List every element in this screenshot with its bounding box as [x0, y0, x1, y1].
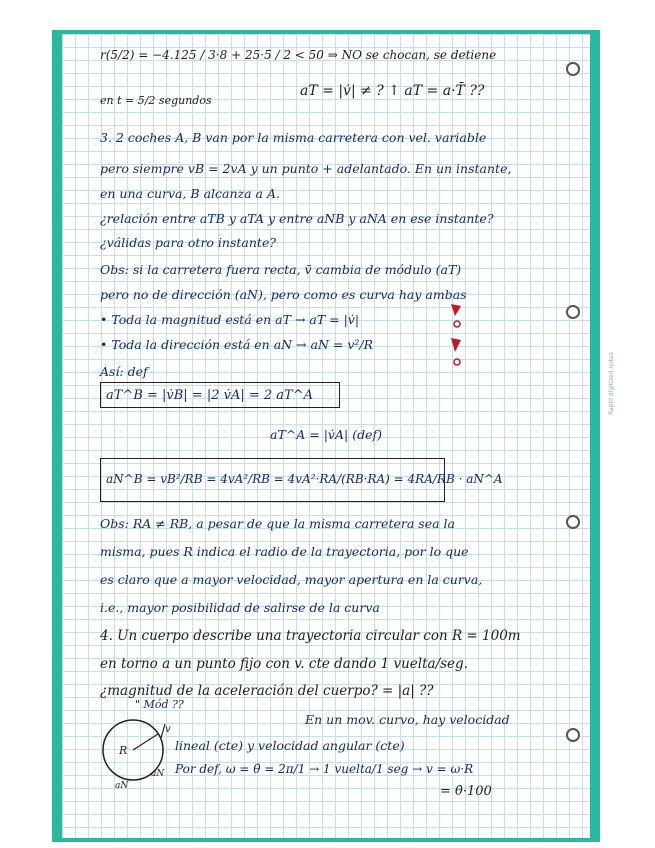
line-21: en torno a un punto fijo con v. cte dando 1 vuelta/seg.	[100, 656, 468, 672]
line-2a: en t = 5/2 segundos	[100, 94, 212, 107]
circle-diagram	[95, 712, 175, 792]
line-8: Obs: si la carretera fuera recta, v̄ cambia de módulo (aT)	[100, 262, 462, 277]
line-24: En un mov. curvo, hay velocidad	[305, 712, 510, 727]
line-12: Así: def	[100, 364, 148, 379]
velocity-label: v	[165, 724, 171, 735]
binder-hole	[566, 728, 580, 742]
line-4: pero siempre vB = 2vA y un punto + adelantado. En un instante,	[100, 161, 512, 176]
line-9: pero no de dirección (aN), pero como es curva hay ambas	[100, 287, 467, 302]
line-22: ¿magnitud de la aceleración del cuerpo? = |a| ??	[100, 683, 434, 699]
binder-hole	[566, 305, 580, 319]
line-11: • Toda la dirección está en aN → aN = v²/R	[100, 337, 374, 352]
line-10: • Toda la magnitud está en aT → aT = |v̇|	[100, 312, 360, 327]
line-20: 4. Un cuerpo describe una trayectoria circular con R = 100m	[100, 628, 521, 644]
radius-label: R	[119, 744, 128, 757]
line-19: i.e., mayor posibilidad de salirse de la curva	[100, 600, 380, 615]
line-16: Obs: RA ≠ RB, a pesar de que la misma carretera sea la	[100, 516, 455, 531]
line-23: " Mód ??	[135, 698, 184, 711]
line-1: r(5/2) = −4.125 / 3·8 + 25·5 / 2 < 50 ⇒ NO se chocan, se detiene	[100, 48, 497, 62]
binder-hole	[566, 62, 580, 76]
red-annotations	[447, 300, 467, 370]
line-3: 3. 2 coches A, B van por la misma carretera con vel. variable	[100, 130, 487, 145]
binder-hole	[566, 515, 580, 529]
line-25: lineal (cte) y velocidad angular (cte)	[175, 738, 405, 753]
acc-label: aN	[151, 769, 165, 779]
line-27: = θ̇·100	[440, 784, 492, 799]
acc-label-2: aN	[115, 781, 129, 791]
line-5: en una curva, B alcanza a A.	[100, 186, 280, 201]
line-7: ¿válidas para otro instante?	[100, 235, 277, 250]
line-26: Por def, ω = θ̇ = 2π/1 → 1 vuelta/1 seg → v = ω·R	[175, 762, 474, 776]
line-14: aT^A = |v̇A| (def)	[270, 427, 382, 442]
scanner-watermark: Rapid digitized notes	[608, 351, 616, 416]
line-6: ¿relación entre aTB y aTA y entre aNB y aNA en ese instante?	[100, 211, 494, 226]
line-17: misma, pues R indica el radio de la trayectoria, por lo que	[100, 544, 469, 559]
line-18: es claro que a mayor velocidad, mayor apertura en la curva,	[100, 572, 483, 587]
line-15: aN^B = vB²/RB = 4vA²/RB = 4vA²·RA/(RB·RA) = 4RA/RB · aN^A	[106, 472, 503, 486]
line-2b: aT = |v̇| ≠ ? ↑ aT = a·T̄ ??	[300, 83, 485, 99]
line-13: aT^B = |v̇B| = |2 v̇A| = 2 aT^A	[106, 388, 313, 403]
